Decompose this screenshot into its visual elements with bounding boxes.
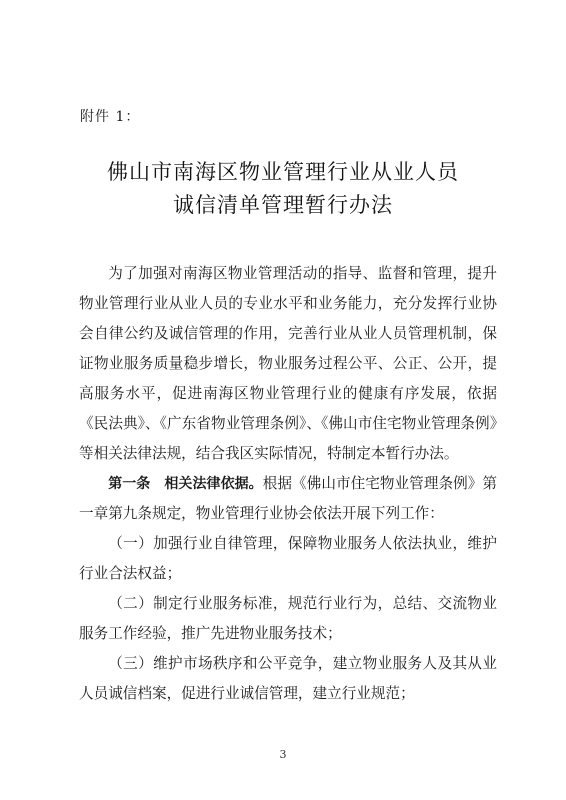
document-title-line-1: 佛山市南海区物业管理行业从业人员 (107, 160, 459, 184)
document-body (79, 259, 497, 709)
article-1-text: 根据《佛山市住宅物业管理条例》第一章第九条规定，物业管理行业协会依法开展下列工作： (79, 475, 497, 522)
preamble-paragraph: 为了加强对南海区物业管理活动的指导、监督和管理，提升物业管理行业从业人员的专业水平和业务能力，充分发挥行业协会自律公约及诚信管理的作用，完善行业从业人员管理机制，保证物业服务质量稳步增长，物业服务过程公平、公正、公开，提高服务水平，促进南海区物业管理行业的健康有序发展，依据《民法典》、《广东省物业管理条例》、《佛山市住宅物业管理条例》等相关法律法规，结合我区实际情况，特制定本暂行办法。 (79, 265, 497, 462)
document-title-line-2: 诚信清单管理暂行办法 (173, 193, 393, 217)
page-number: 3 (279, 748, 287, 761)
list-item: （三）维护市场秩序和公平竞争，建立物业服务人及其从业人员诚信档案，促进行业诚信管理，建立行业规范； (79, 655, 497, 702)
article-1-heading: 第一条 相关法律依据。 (108, 476, 263, 492)
list-item: （一）加强行业自律管理，保障物业服务人依法执业，维护行业合法权益； (79, 535, 497, 582)
attachment-label: 附件 1： (80, 109, 141, 125)
article-1-paragraph (79, 469, 497, 529)
list-item: （二）制定行业服务标准，规范行业行为，总结、交流物业服务工作经验，推广先进物业服务技术； (79, 595, 497, 642)
